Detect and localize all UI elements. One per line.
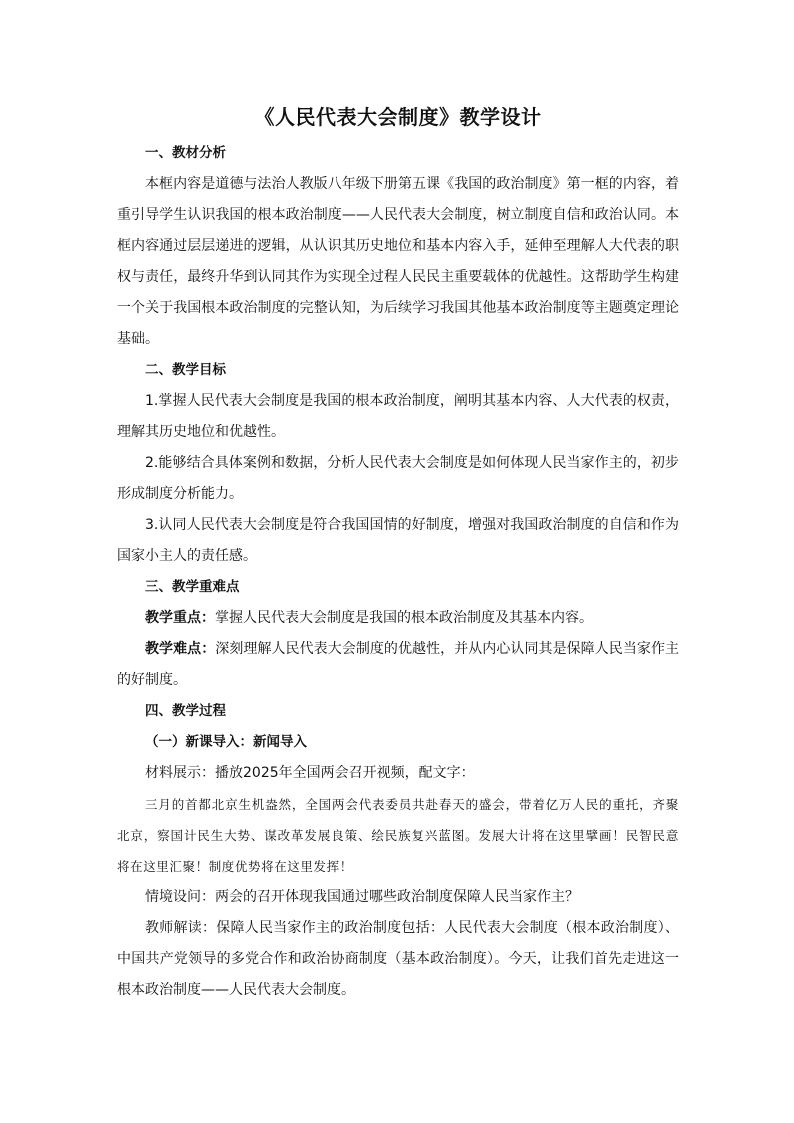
key-point-text: 掌握人民代表大会制度是我国的根本政治制度及其基本内容。 (215, 610, 593, 626)
document-content (117, 100, 679, 1006)
material-display: 材料展示：播放2025年全国两会召开视频，配文字： (145, 765, 475, 781)
teaching-goal-2: 2.能够结合具体案例和数据，分析人民代表大会制度是如何体现人民当家作主的，初步形成制度分析能力。 (117, 455, 679, 502)
section-heading-teaching-process: 四、教学过程 (145, 703, 226, 719)
key-point-label: 教学重点： (145, 610, 215, 626)
teacher-explanation: 教师解读：保障人民当家作主的政治制度包括：人民代表大会制度（根本政治制度）、中国共产党领导的多党合作和政治协商制度（基本政治制度）。今天，让我们首先走进这一根本政治制度——人民代表大会制度。 (117, 920, 679, 998)
difficult-point-text: 深刻理解人民代表大会制度的优越性，并从内心认同其是保障人民当家作主的好制度。 (117, 641, 680, 688)
difficult-point-label: 教学难点： (145, 641, 216, 657)
section-heading-textbook-analysis: 一、教材分析 (145, 145, 226, 161)
textbook-analysis-paragraph: 本框内容是道德与法治人教版八年级下册第五课《我国的政治制度》第一框的内容，着重引导学生认识我国的根本政治制度——人民代表大会制度，树立制度自信和政治认同。本框内容通过层层递进的逻辑，从认识其历史地位和基本内容入手，延伸至理解人大代表的职权与责任，最终升华到认同其作为实现全过程人民民主重要载体的优越性。这帮助学生构建一个关于我国根本政治制度的完整认知，为后续学习我国其他基本政治制度等主题奠定理论基础。 (117, 176, 679, 347)
section-heading-key-points: 三、教学重难点 (145, 579, 240, 595)
difficult-point-paragraph (117, 634, 679, 696)
teaching-goal-1: 1.掌握人民代表大会制度是我国的根本政治制度，阐明其基本内容、人大代表的权责，理解其历史地位和优越性。 (117, 393, 679, 440)
section-heading-teaching-goals: 二、教学目标 (145, 362, 226, 378)
teaching-goal-3: 3.认同人民代表大会制度是符合我国国情的好制度，增强对我国政治制度的自信和作为国家小主人的责任感。 (117, 517, 679, 564)
scenario-question: 情境设问：两会的召开体现我国通过哪些政治制度保障人民当家作主？ (145, 889, 579, 905)
news-quote: 三月的首都北京生机盎然，全国两会代表委员共赴春天的盛会，带着亿万人民的重托，齐聚北京，察国计民生大势、谋改革发展良策、绘民族复兴蓝图。发展大计将在这里擘画！民智民意将在这里汇聚！制度优势将在这里发挥！ (117, 797, 679, 874)
subsection-heading-introduction: （一）新课导入：新闻导入 (145, 734, 307, 750)
document-title: 《人民代表大会制度》教学设计 (254, 105, 542, 129)
key-point-paragraph (117, 603, 679, 634)
